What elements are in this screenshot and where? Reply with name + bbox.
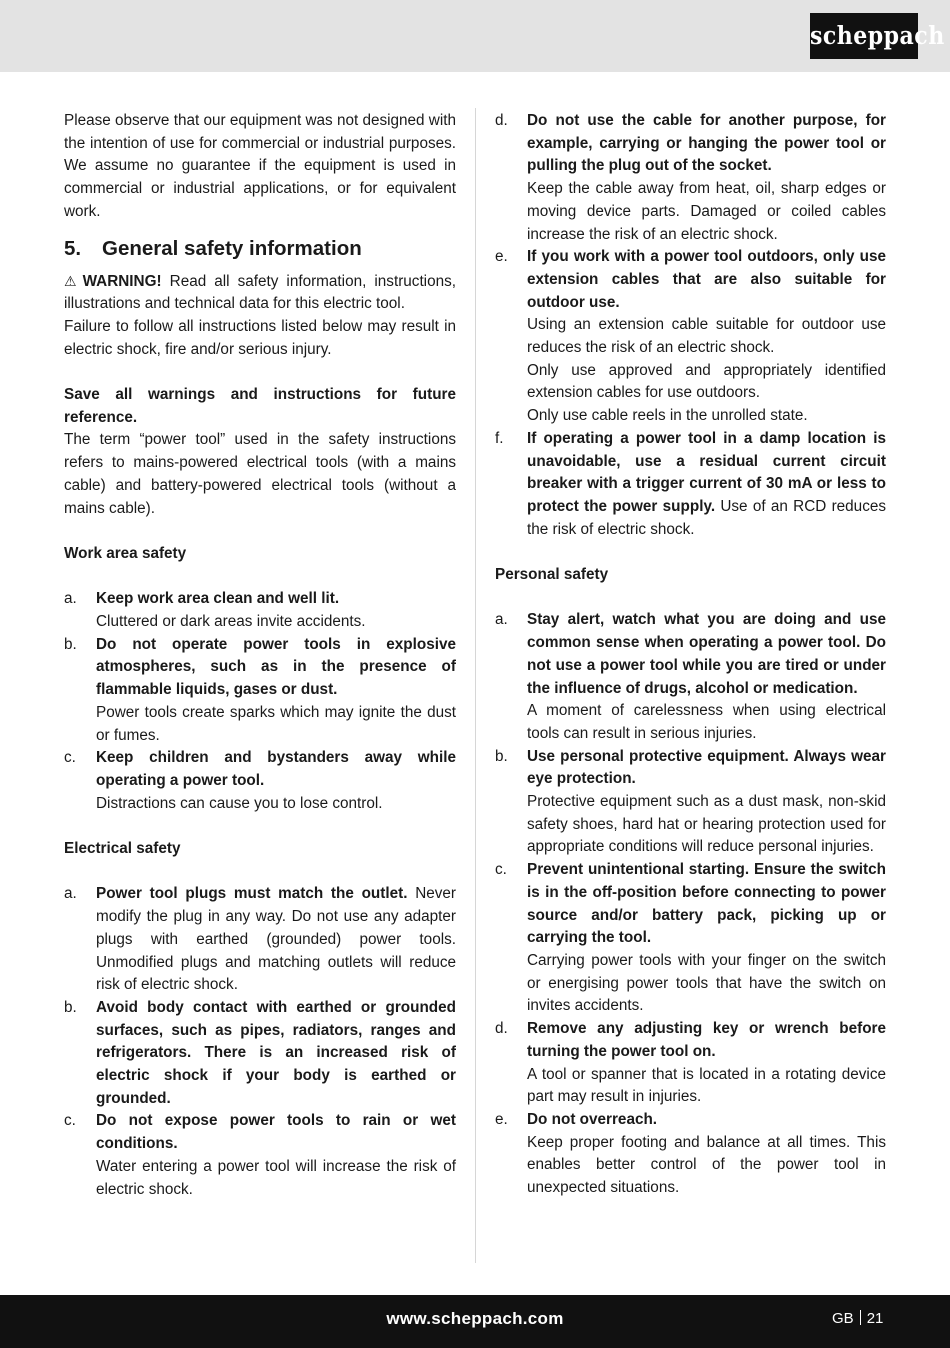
list-item: c. Keep children and bystanders away while operating a power tool. Distractions can cause you to lose control.: [64, 749, 456, 812]
section-title: General safety information: [102, 236, 362, 260]
list-item: b. Use personal protective equipment. Always wear eye protection. Protective equipment such as a dust mask, non-skid safety shoes, hard hat or hearing protection used for appropriate conditions will reduce personal injuries.: [495, 747, 886, 856]
list-item: c. Do not expose power tools to rain or wet conditions. Water entering a power tool will increase the risk of electric shock.: [64, 1112, 456, 1198]
scheppach-logo: scheppach: [810, 13, 918, 59]
list-item: d. Remove any adjusting key or wrench before turning the power tool on. A tool or spanner that is located in a rotating device part may result in injuries.: [495, 1020, 886, 1106]
list-item: a. Power tool plugs must match the outlet. Never modify the plug in any way. Do not use any adapter plugs with earthed (grounded) power tools. Unmodified plugs and matching outlets will reduce risk of electric shock.: [64, 885, 456, 994]
intro-paragraph: Please observe that our equipment was not designed with the intention of use for commercial or industrial purposes. We assume no guarantee if the equipment is used in commercial or industrial applications, or for equivalent work.: [64, 112, 457, 220]
term-paragraph: The term “power tool” used in the safety instructions refers to mains-powered electrical tools (with a mains cable) and battery-powered electrical tools (without a mains cable).: [64, 431, 456, 517]
page-number: 21: [866, 1310, 884, 1327]
list-item: f. If operating a power tool in a damp location is unavoidable, use a residual current circuit breaker with a trigger current of 30 mA or less to protect the power supply. Use of an RCD reduces the risk of electric shock.: [495, 429, 886, 538]
warning-label: WARNING!: [82, 272, 162, 290]
work-area-heading: Work area safety: [64, 544, 187, 562]
warning-text: Read all safety information, instructions, illustrations and technical data for this electric tool.: [64, 272, 456, 313]
page-header: [0, 0, 950, 72]
left-column: [64, 110, 456, 1201]
right-column: [495, 110, 886, 1200]
warning-paragraph: [64, 270, 456, 316]
list-item: b. Do not operate power tools in explosive atmospheres, such as in the presence of flammable liquids, gases or dust. Power tools create sparks which may ignite the dust or fumes.: [64, 635, 456, 744]
list-item: d. Do not use the cable for another purpose, for example, carrying or hanging the power tool or pulling the plug out of the socket. Keep the cable away from heat, oil, sharp edges or moving device parts. Damaged or coiled cables increase the risk of an electric shock.: [495, 112, 886, 243]
page-indicator: [832, 1295, 883, 1342]
list-item: b. Avoid body contact with earthed or grounded surfaces, such as pipes, radiators, ranges and refrigerators. There is an increased risk of electric shock if your body is earthed or grounded.: [64, 998, 456, 1107]
save-instructions: Save all warnings and instructions for future reference.: [64, 386, 456, 426]
website-url: www.scheppach.com: [386, 1309, 564, 1328]
list-item: a. Stay alert, watch what you are doing and use common sense when operating a power tool. Do not use a power tool while you are tired or under the influence of drugs, alcohol or medication. A moment of carelessness when using electrical tools can result in serious injuries.: [495, 611, 886, 742]
list-item: e. If you work with a power tool outdoors, only use extension cables that are also suitable for outdoor use. Using an extension cable suitable for outdoor use reduces the risk of an electric shock. Only use approved and appropriately identified extension cables for use outdoors. Only use cable reels in the unrolled state.: [495, 248, 886, 425]
page-footer: [0, 1295, 950, 1348]
failure-paragraph: Failure to follow all instructions listed below may result in electric shock, fire and/or serious injury.: [64, 317, 456, 358]
section-heading: [64, 236, 456, 262]
column-divider: [475, 108, 476, 1263]
list-item: e. Do not overreach. Keep proper footing and balance at all times. This enables better control of the power tool in unexpected situations.: [495, 1110, 886, 1197]
page-separator: [860, 1310, 861, 1325]
list-item: a. Keep work area clean and well lit. Cluttered or dark areas invite accidents.: [64, 590, 366, 631]
section-number: 5.: [64, 236, 82, 260]
list-item: c. Prevent unintentional starting. Ensure the switch is in the off-position before connecting to power source and/or battery pack, picking up or carrying the tool. Carrying power tools with your finger on the switch or energising power tools that have the switch on invites accidents.: [495, 861, 886, 1015]
personal-heading: Personal safety: [495, 566, 609, 584]
electrical-heading: Electrical safety: [64, 840, 181, 858]
language-code: GB: [832, 1310, 854, 1327]
warning-triangle-icon: ⚠: [64, 272, 77, 289]
